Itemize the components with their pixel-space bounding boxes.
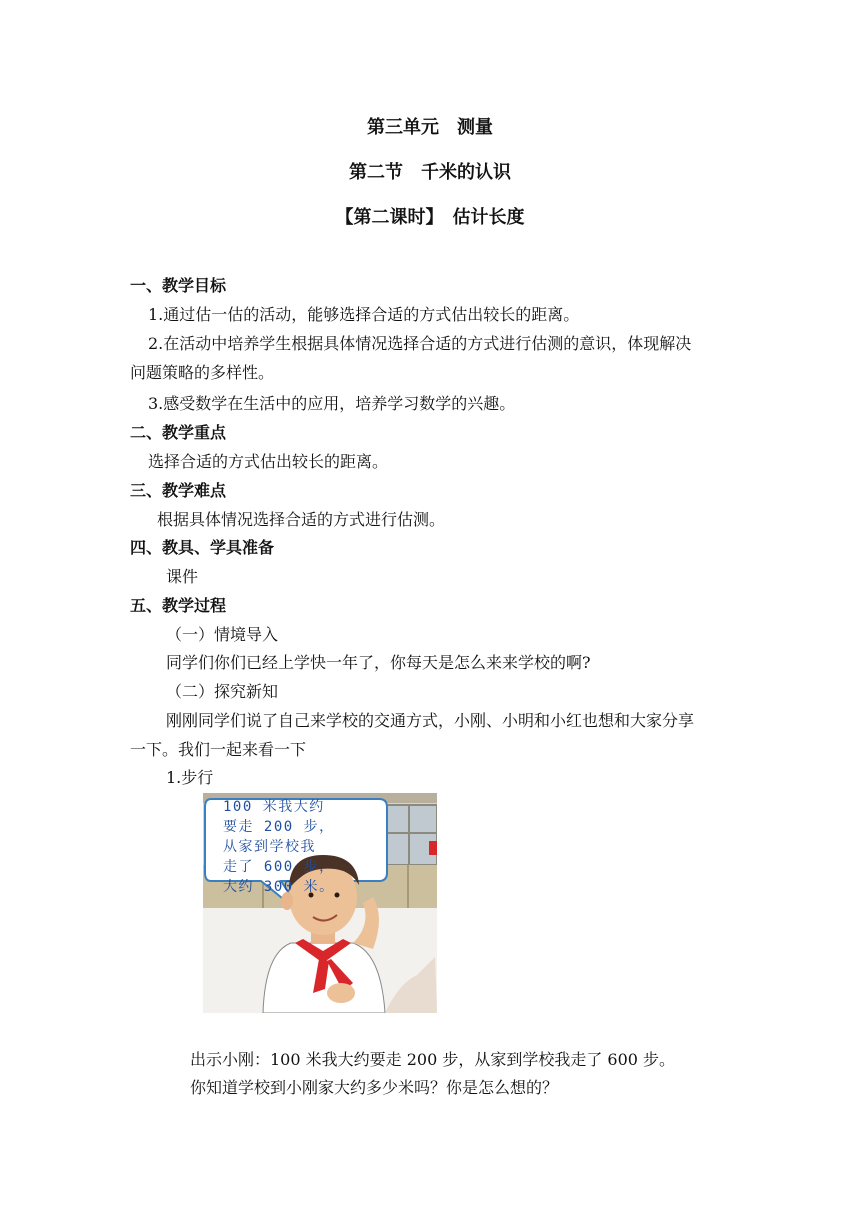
objective-2-line2: 问题策略的多样性。 [130, 363, 275, 382]
section-title: 第二节 千米的认识 [349, 162, 511, 183]
intro-text: 同学们你们已经上学快一年了，你每天是怎么来来学校的啊? [166, 653, 591, 672]
heading-objectives: 一、教学目标 [130, 276, 227, 295]
difficulties-text: 根据具体情况选择合适的方式进行估测。 [157, 510, 446, 529]
bubble-line: 走了 600 步， [223, 859, 335, 875]
example-text: 出示小刚：100 米我大约要走 200 步，从家到学校我走了 600 步。 [190, 1050, 676, 1069]
heading-key-points: 二、教学重点 [130, 423, 227, 442]
speech-bubble-text [223, 797, 383, 897]
heading-difficulties: 三、教学难点 [130, 481, 227, 500]
explore-text-line2: 一下。我们一起来看一下 [130, 740, 307, 759]
objective-2-line1: 2.在活动中培养学生根据具体情况选择合适的方式进行估测的意识，体现解决 [148, 334, 692, 353]
subheading-explore: （二）探究新知 [166, 682, 279, 701]
key-points-text: 选择合适的方式估出较长的距离。 [148, 452, 389, 471]
question-text: 你知道学校到小刚家大约多少米吗？你是怎么想的？ [190, 1078, 559, 1097]
bubble-line: 大约 300 米。 [223, 879, 335, 895]
explore-text-line1: 刚刚同学们说了自己来学校的交通方式，小刚、小明和小红也想和大家分享 [166, 711, 695, 730]
heading-process: 五、教学过程 [130, 596, 227, 615]
bubble-line: 从家到学校我 [223, 839, 316, 855]
bubble-line: 要走 200 步， [223, 819, 335, 835]
item-walking: 1.步行 [166, 768, 214, 787]
objective-3: 3.感受数学在生活中的应用，培养学习数学的兴趣。 [148, 394, 516, 413]
materials-text: 课件 [166, 567, 199, 586]
objective-1: 1.通过估一估的活动，能够选择合适的方式估出较长的距离。 [148, 305, 580, 324]
subheading-intro: （一）情境导入 [166, 625, 279, 644]
lesson-title: 【第二课时】 估计长度 [335, 207, 525, 228]
unit-title: 第三单元 测量 [367, 117, 493, 138]
heading-materials: 四、教具、学具准备 [130, 538, 275, 557]
walking-boy-illustration [203, 793, 437, 1013]
bubble-line: 100 米我大约 [223, 799, 325, 815]
